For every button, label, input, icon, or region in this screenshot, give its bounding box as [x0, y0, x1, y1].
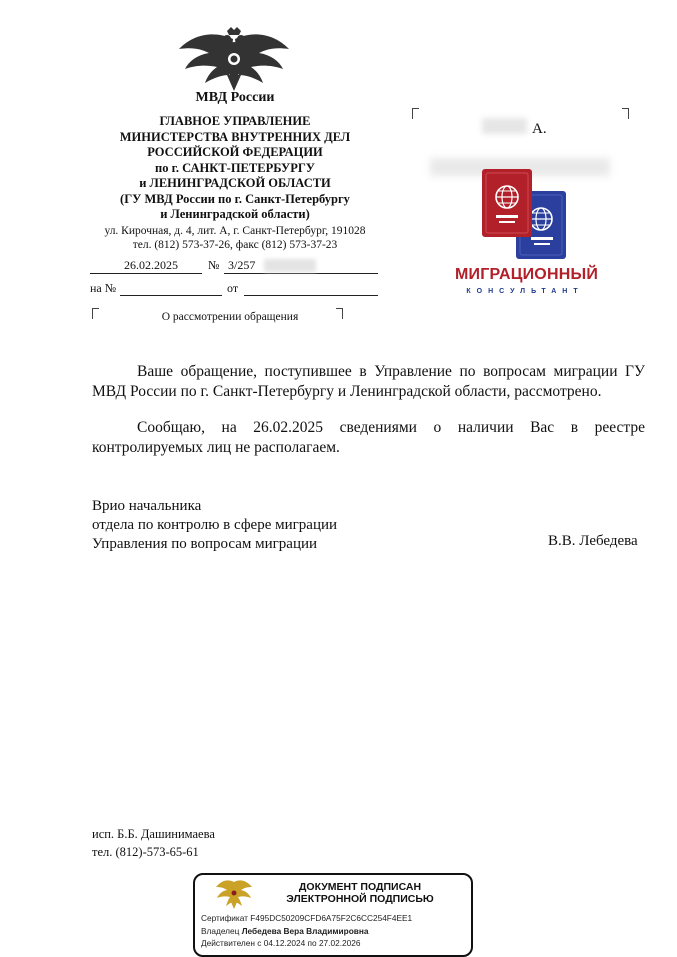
cert-value: F495DC50209CFD6A75F2C6CC254F4EE1	[250, 913, 413, 923]
org-line: и ЛЕНИНГРАДСКОЙ ОБЛАСТИ	[139, 176, 331, 190]
letter-subject: О рассмотрении обращения	[161, 311, 299, 323]
address-line: ул. Кирочная, д. 4, лит. А, г. Санкт-Петербург, 191028	[104, 225, 366, 237]
org-line: ГЛАВНОЕ УПРАВЛЕНИЕ	[159, 114, 311, 128]
date-field	[90, 259, 202, 274]
stamp-owner	[201, 926, 466, 936]
recipient-bracket-right	[622, 108, 629, 119]
org-address	[90, 224, 380, 252]
org-line: РОССИЙСКОЙ ФЕДЕРАЦИИ	[147, 145, 323, 159]
letter-date: 26.02.2025	[124, 258, 178, 272]
recipient-initial: А.	[532, 121, 547, 137]
number-label: №	[208, 258, 220, 272]
org-line: по г. САНКТ-ПЕТЕРБУРГУ	[155, 160, 315, 175]
letter-number: 3/257	[228, 258, 256, 272]
signatory-name: В.В. Лебедева	[548, 533, 638, 549]
stamp-validity: Действителен с 04.12.2024 по 27.02.2026	[201, 938, 361, 948]
logo-subtitle: КОНСУЛЬТАНТ	[466, 288, 584, 295]
mvd-emblem-icon	[175, 25, 293, 95]
electronic-signature-stamp	[193, 873, 473, 957]
address-line: тел. (812) 573-37-26, факс (812) 573-37-23	[132, 239, 338, 251]
cert-label: Сертификат	[201, 913, 248, 923]
redacted-number	[264, 259, 316, 272]
passport-logo-icon	[476, 165, 572, 263]
stamp-title	[255, 881, 465, 905]
org-name: МВД России	[195, 90, 275, 105]
org-line: и Ленинградской области)	[160, 207, 310, 221]
org-line: МИНИСТЕРСТВА ВНУТРЕННИХ ДЕЛ	[119, 129, 351, 144]
subject-bracket-right	[336, 308, 343, 319]
number-field	[224, 259, 378, 274]
signatory-position	[92, 497, 492, 554]
ref-number-label: на №	[90, 281, 117, 295]
stamp-title-line: ДОКУМЕНТ ПОДПИСАН	[298, 881, 422, 893]
stamp-emblem-icon	[215, 878, 253, 910]
redacted-recipient-name	[482, 118, 527, 134]
body-paragraph-2: Сообщаю, на 26.02.2025 сведениями о наличии Вас в реестре контролируемых лиц не располагаем.	[92, 419, 645, 456]
executor-info	[92, 825, 215, 861]
stamp-certificate	[201, 913, 466, 923]
owner-label: Владелец	[201, 926, 240, 936]
signatory-line: Врио начальника	[92, 498, 202, 514]
ref-number-field	[120, 281, 222, 296]
stamp-title-line: ЭЛЕКТРОННОЙ ПОДПИСЬЮ	[286, 893, 434, 905]
executor-name: исп. Б.Б. Дашинимаева	[92, 827, 215, 841]
org-full-name	[95, 114, 375, 223]
ref-date-label: от	[227, 281, 239, 295]
signatory-line: Управления по вопросам миграции	[92, 536, 318, 552]
logo-title: МИГРАЦИОННЫЙ	[455, 266, 599, 283]
org-line: (ГУ МВД России по г. Санкт-Петербургу	[120, 191, 350, 206]
signatory-line: отдела по контролю в сфере миграции	[92, 517, 338, 533]
body-paragraph-1: Ваше обращение, поступившее в Управление по вопросам миграции ГУ МВД России по г. Санкт-Петербургу и Ленинградской области, рассмотрено.	[92, 363, 645, 400]
recipient-bracket-left	[412, 108, 419, 119]
subject-bracket-left	[92, 308, 99, 319]
owner-value: Лебедева Вера Владимировна	[241, 926, 369, 936]
ref-date-field	[244, 281, 378, 296]
executor-phone: тел. (812)-573-65-61	[92, 845, 199, 859]
